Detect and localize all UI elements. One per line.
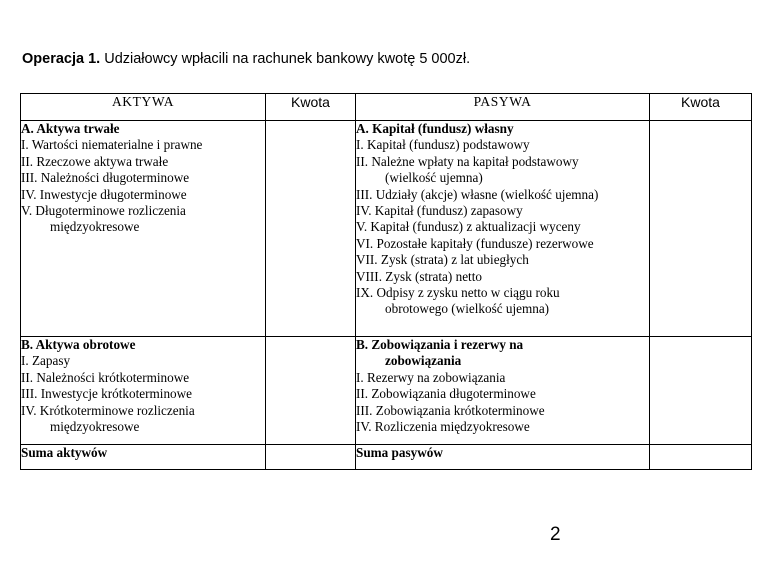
header-kwota-left: Kwota xyxy=(266,94,356,121)
kapital-item-continuation: (wielkość ujemna) xyxy=(385,170,483,186)
table-row-a xyxy=(21,121,752,337)
kapital-item: III. Udziały (akcje) własne (wielkość ujemna) xyxy=(356,186,599,202)
kapital-item: VIII. Zysk (strata) netto xyxy=(356,268,482,284)
operation-heading xyxy=(22,51,470,67)
zobowiazania-item: IV. Rozliczenia międzyokresowe xyxy=(356,419,530,435)
kapital-item: VII. Zysk (strata) z lat ubiegłych xyxy=(356,252,529,268)
operation-text: Udziałowcy wpłacili na rachunek bankowy kwotę 5 000zł. xyxy=(104,51,471,67)
header-pasywa: PASYWA xyxy=(356,94,650,121)
kapital-item: V. Kapitał (fundusz) z aktualizacji wyceny xyxy=(356,219,581,235)
table-row-b xyxy=(21,337,752,445)
header-row xyxy=(21,94,752,121)
kapital-item: I. Kapitał (fundusz) podstawowy xyxy=(356,137,530,153)
aktywa-trwale-item: II. Rzeczowe aktywa trwałe xyxy=(21,153,169,169)
kwota-suma-pasywow-cell xyxy=(650,445,752,470)
aktywa-trwale-title: A. Aktywa trwałe xyxy=(21,121,120,136)
aktywa-trwale-item: I. Wartości niematerialne i prawne xyxy=(21,137,203,153)
aktywa-trwale-item: V. Długoterminowe rozliczenia xyxy=(21,203,186,219)
kwota-kapital-cell xyxy=(650,121,752,337)
kapital-item-continuation: obrotowego (wielkość ujemna) xyxy=(385,301,550,317)
kwota-aktywa-trwale-cell xyxy=(266,121,356,337)
kapital-item: VI. Pozostałe kapitały (fundusze) rezerwowe xyxy=(356,235,594,251)
kwota-zobowiazania-cell xyxy=(650,337,752,445)
zobowiazania-item: I. Rezerwy na zobowiązania xyxy=(356,369,506,385)
sum-row xyxy=(21,445,752,470)
zobowiazania-title-continuation: zobowiązania xyxy=(385,353,462,369)
kapital-cell xyxy=(356,121,650,337)
kapital-item: IX. Odpisy z zysku netto w ciągu roku xyxy=(356,285,560,301)
kapital-item: IV. Kapitał (fundusz) zapasowy xyxy=(356,203,523,219)
zobowiazania-item: II. Zobowiązania długoterminowe xyxy=(356,386,536,402)
header-aktywa: AKTYWA xyxy=(21,94,266,121)
suma-pasywow: Suma pasywów xyxy=(356,445,650,470)
kapital-title: A. Kapitał (fundusz) własny xyxy=(356,121,514,136)
aktywa-trwale-item-continuation: międzyokresowe xyxy=(50,219,140,235)
kwota-suma-aktywow-cell xyxy=(266,445,356,470)
header-kwota-right: Kwota xyxy=(650,94,752,121)
aktywa-trwale-item: IV. Inwestycje długoterminowe xyxy=(21,186,187,202)
zobowiazania-item: III. Zobowiązania krótkoterminowe xyxy=(356,402,545,418)
aktywa-trwale-item: III. Należności długoterminowe xyxy=(21,170,190,186)
balance-sheet-table xyxy=(20,93,752,470)
aktywa-obrotowe-item: III. Inwestycje krótkoterminowe xyxy=(21,386,193,402)
aktywa-obrotowe-item: II. Należności krótkoterminowe xyxy=(21,369,190,385)
aktywa-obrotowe-item: I. Zapasy xyxy=(21,353,71,369)
operation-label: Operacja 1. xyxy=(22,51,101,67)
zobowiazania-title: B. Zobowiązania i rezerwy na xyxy=(356,337,524,352)
kwota-aktywa-obrotowe-cell xyxy=(266,337,356,445)
suma-aktywow: Suma aktywów xyxy=(21,445,266,470)
zobowiazania-cell xyxy=(356,337,650,445)
page-number: 2 xyxy=(550,524,561,545)
aktywa-obrotowe-item-continuation: międzyokresowe xyxy=(50,419,140,435)
aktywa-obrotowe-item: IV. Krótkoterminowe rozliczenia xyxy=(21,402,195,418)
aktywa-obrotowe-title: B. Aktywa obrotowe xyxy=(21,337,136,352)
aktywa-obrotowe-cell xyxy=(21,337,266,445)
aktywa-trwale-cell xyxy=(21,121,266,337)
kapital-item: II. Należne wpłaty na kapitał podstawowy xyxy=(356,153,579,169)
